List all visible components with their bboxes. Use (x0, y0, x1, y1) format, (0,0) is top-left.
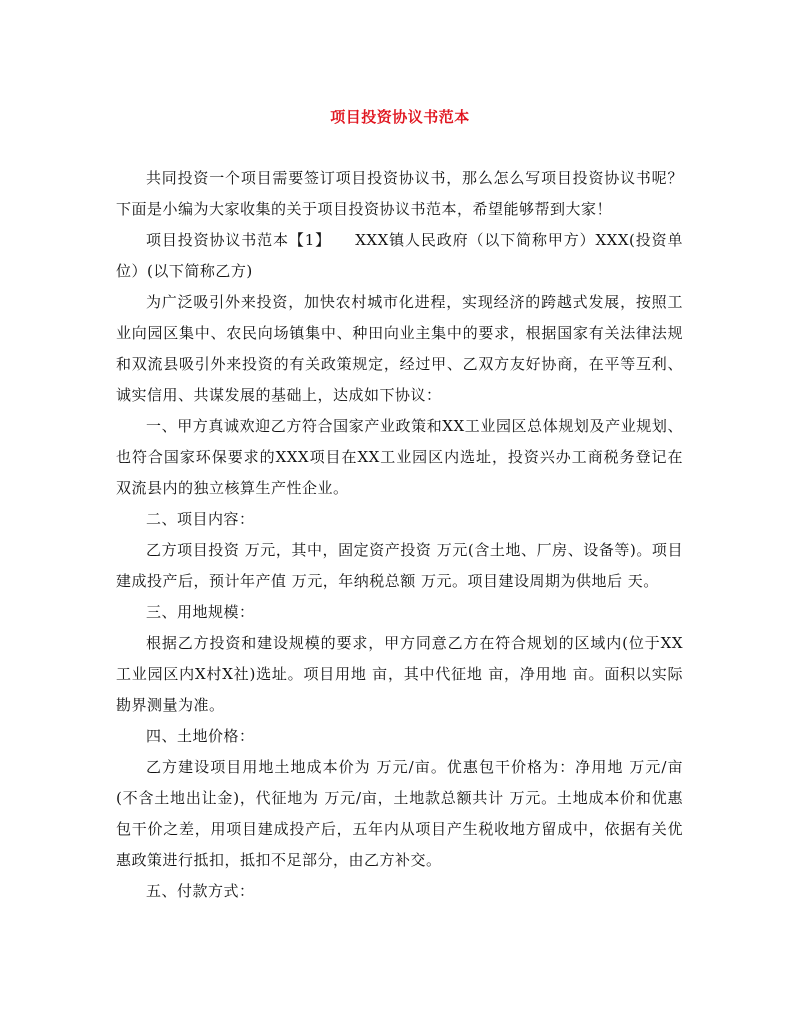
section-heading-land-scale: 三、用地规模： (146, 603, 255, 621)
paragraph-preamble: 为广泛吸引外来投资，加快农村城市化进程，实现经济的跨越式发展，按照工业向园区集中、农民向场镇集中、种田向业主集中的要求，根据国家有关法律法规和双流县吸引外来投资的有关政策规定，经过甲、乙双方友好协商，在平等互利、诚实信用、共谋发展的基础上，达成如下协议： (116, 293, 683, 404)
paragraph-project-content: 乙方项目投资 万元，其中，固定资产投资 万元(含土地、厂房、设备等)。项目建成投产后，预计年产值 万元，年纳税总额 万元。项目建设周期为供地后 天。 (116, 541, 683, 590)
paragraph-intro: 共同投资一个项目需要签订项目投资协议书，那么怎么写项目投资协议书呢？下面是小编为大家收集的关于项目投资协议书范本，希望能够帮到大家！ (116, 169, 683, 218)
paragraph-land-price: 乙方建设项目用地土地成本价为 万元/亩。优惠包干价格为：净用地 万元/亩(不含土地出让金)，代征地为 万元/亩，土地款总额共计 万元。土地成本价和优惠包干价之差，用项目建成投产后，五年内从项目产生税收地方留成中，依据有关优惠政策进行抵扣，抵扣不足部分，由乙方补交。 (116, 758, 683, 869)
document-title: 项目投资协议书范本 (330, 108, 470, 126)
section-heading-project-content: 二、项目内容： (146, 510, 255, 528)
section-heading-land-price: 四、土地价格： (146, 727, 255, 745)
paragraph-sample-heading: 项目投资协议书范本【1】 XXX镇人民政府（以下简称甲方）XXX(投资单位）(以下简称乙方) (116, 231, 683, 280)
section-heading-payment: 五、付款方式： (146, 882, 255, 900)
paragraph-clause-1: 一、甲方真诚欢迎乙方符合国家产业政策和XX工业园区总体规划及产业规划、也符合国家环保要求的XXX项目在XX工业园区内选址，投资兴办工商税务登记在双流县内的独立核算生产性企业。 (116, 417, 683, 497)
paragraph-land-scale: 根据乙方投资和建设规模的要求，甲方同意乙方在符合规划的区域内(位于XX工业园区内X村X社)选址。项目用地 亩，其中代征地 亩，净用地 亩。面积以实际勘界测量为准。 (116, 634, 683, 714)
document-body (116, 163, 683, 907)
